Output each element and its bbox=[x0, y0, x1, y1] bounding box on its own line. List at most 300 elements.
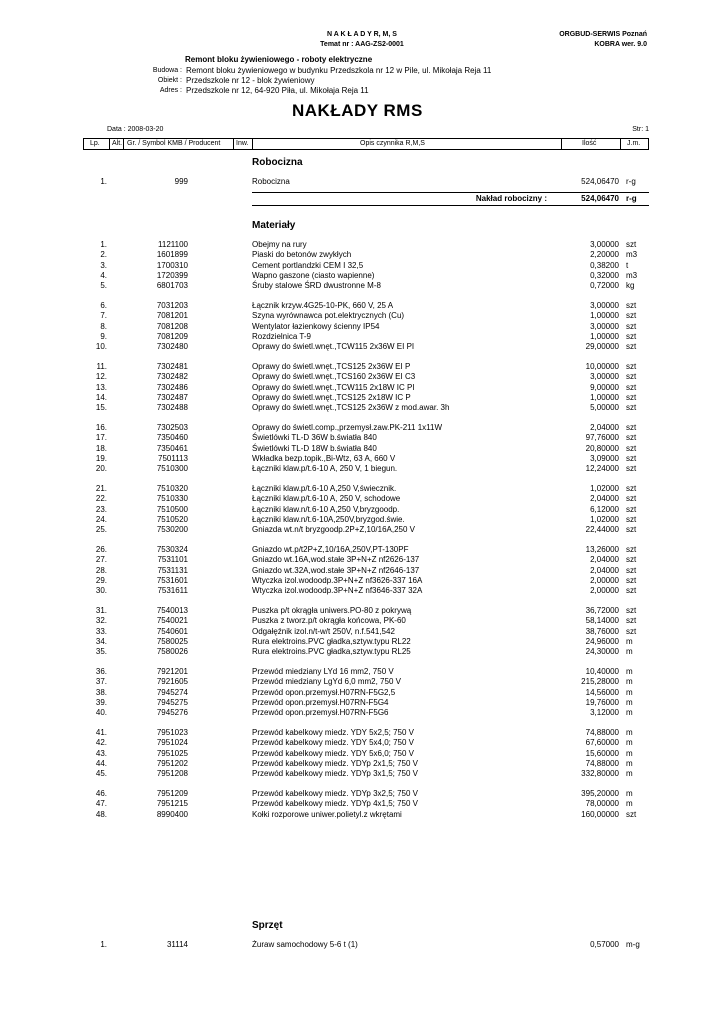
total-unit: r-g bbox=[626, 194, 637, 203]
row-unit: szt bbox=[626, 433, 637, 443]
row-symbol: 7921201 bbox=[156, 667, 188, 676]
table-row bbox=[0, 708, 724, 718]
row-description: Puszka z tworz.p/t okrągła końcowa, PK-60 bbox=[252, 616, 406, 626]
section-title: Sprzęt bbox=[252, 920, 283, 931]
row-symbol: 7302488 bbox=[156, 403, 188, 413]
table-column-header bbox=[83, 138, 649, 150]
row-unit: szt bbox=[626, 443, 637, 453]
page-number: Str: 1 bbox=[632, 126, 649, 133]
row-quantity: 3,12000 bbox=[590, 708, 619, 718]
row-symbol: 7531601 bbox=[156, 575, 188, 585]
row-lp: 33. bbox=[95, 626, 107, 636]
row-symbol: 7350461 bbox=[156, 443, 188, 453]
row-description: Gniazdo wt.16A,wod.stałe 3P+N+Z nf2626-137 bbox=[252, 555, 420, 565]
row-symbol: 7951202 bbox=[156, 758, 188, 768]
row-description: Wtyczka izol.wodoodp.3P+N+Z nf3626-337 16A bbox=[252, 575, 423, 585]
row-description: Śruby stalowe ŚRD dwustronne M-8 bbox=[252, 281, 381, 291]
row-symbol: 7302486 bbox=[156, 382, 188, 392]
row-quantity: 24,30000 bbox=[585, 647, 619, 657]
row-unit: szt bbox=[626, 626, 637, 636]
table-row bbox=[0, 728, 724, 738]
row-lp: 32. bbox=[95, 616, 107, 626]
row-symbol: 1601899 bbox=[156, 250, 188, 260]
total-value: 524,06470 bbox=[581, 194, 619, 203]
table-row bbox=[0, 240, 724, 250]
row-quantity: 97,76000 bbox=[585, 433, 619, 443]
row-unit: szt bbox=[626, 575, 637, 585]
row-quantity: 74,88000 bbox=[585, 728, 619, 737]
row-lp: 23. bbox=[95, 504, 107, 514]
table-row bbox=[0, 677, 724, 687]
table-row bbox=[0, 698, 724, 708]
row-quantity: 20,80000 bbox=[585, 443, 619, 453]
row-quantity: 2,00000 bbox=[590, 586, 619, 596]
row-unit: m bbox=[626, 799, 633, 809]
row-symbol: 7510320 bbox=[156, 484, 188, 493]
row-symbol: 7951208 bbox=[156, 769, 188, 779]
row-unit: szt bbox=[626, 525, 637, 535]
row-lp: 20. bbox=[95, 464, 107, 474]
row-description: Przewód kabelkowy miedz. YDY 5x2,5; 750 V bbox=[252, 728, 415, 737]
row-description: Cement portlandzki CEM I 32,5 bbox=[252, 260, 364, 270]
table-row bbox=[0, 393, 724, 403]
obiekt-value: Przedszkole nr 12 - blok żywieniowy bbox=[186, 76, 315, 85]
row-lp: 6. bbox=[100, 301, 107, 310]
row-lp: 15. bbox=[95, 403, 107, 413]
table-row bbox=[0, 505, 724, 515]
row-quantity: 3,00000 bbox=[590, 301, 619, 310]
row-symbol: 1121100 bbox=[158, 240, 188, 249]
row-quantity: 22,44000 bbox=[585, 525, 619, 535]
row-description: Wentylator łazienkowy ścienny IP54 bbox=[252, 321, 380, 331]
table-row bbox=[0, 627, 724, 637]
adres-label: Adres : bbox=[159, 87, 182, 94]
row-quantity: 67,60000 bbox=[585, 738, 619, 748]
row-quantity: 14,56000 bbox=[585, 687, 619, 697]
table-row bbox=[0, 281, 724, 291]
row-quantity: 1,02000 bbox=[590, 514, 619, 524]
table-row bbox=[0, 444, 724, 454]
table-row bbox=[0, 332, 724, 342]
table-row bbox=[0, 403, 724, 413]
row-description: Gniazdo wt.p/t2P+Z,10/16A,250V,PT-130PF bbox=[252, 545, 409, 554]
row-quantity: 58,14000 bbox=[585, 616, 619, 626]
row-description: Piaski do betonów zwykłych bbox=[252, 250, 352, 260]
row-description: Oprawy do świetl.wnęt.,TCS125 2x36W z mod.awar. 3h bbox=[252, 403, 450, 413]
row-lp: 10. bbox=[95, 342, 107, 352]
row-unit: szt bbox=[626, 453, 637, 463]
row-quantity: 2,04000 bbox=[590, 494, 619, 504]
row-quantity: 0,38200 bbox=[590, 260, 619, 270]
row-lp: 13. bbox=[95, 382, 107, 392]
row-description: Łączniki klaw.n/t.6-10 A,250 V,bryzgoodp. bbox=[252, 504, 400, 514]
table-row bbox=[0, 362, 724, 372]
row-unit: szt bbox=[626, 311, 637, 321]
budowa-label: Budowa : bbox=[152, 67, 182, 74]
row-unit: t bbox=[626, 260, 629, 270]
row-unit: szt bbox=[626, 403, 637, 413]
section-title: Robocizna bbox=[252, 157, 303, 168]
row-lp: 35. bbox=[95, 647, 107, 657]
project-title: Remont bloku żywieniowego - roboty elektryczne bbox=[185, 55, 373, 64]
adres-value: Przedszkole nr 12, 64-920 Piła, ul. Mikołaja Reja 11 bbox=[186, 86, 369, 95]
row-symbol: 7302482 bbox=[156, 372, 188, 382]
table-row bbox=[0, 555, 724, 565]
row-symbol: 7510500 bbox=[156, 504, 188, 514]
row-quantity: 332,80000 bbox=[581, 769, 619, 779]
row-unit: szt bbox=[626, 606, 637, 615]
row-symbol: 7951025 bbox=[156, 748, 188, 758]
table-row bbox=[0, 810, 724, 820]
row-lp: 14. bbox=[95, 392, 107, 402]
row-symbol: 7081209 bbox=[156, 331, 188, 341]
row-lp: 36. bbox=[95, 667, 107, 676]
table-row bbox=[0, 177, 724, 187]
row-symbol: 7945275 bbox=[156, 697, 188, 707]
table-row bbox=[0, 576, 724, 586]
row-lp: 2. bbox=[100, 250, 107, 260]
col-lp: Lp. bbox=[90, 140, 100, 147]
row-unit: szt bbox=[626, 565, 637, 575]
row-quantity: 215,28000 bbox=[581, 677, 619, 687]
row-description: Wtyczka izol.wodoodp.3P+N+Z nf3646-337 32A bbox=[252, 586, 423, 596]
row-symbol: 7531131 bbox=[157, 565, 188, 575]
table-row bbox=[0, 301, 724, 311]
row-quantity: 10,00000 bbox=[585, 362, 619, 371]
row-lp: 47. bbox=[95, 799, 107, 809]
table-row bbox=[0, 322, 724, 332]
total-label: Nakład robocizny : bbox=[475, 194, 547, 203]
row-quantity: 2,04000 bbox=[590, 565, 619, 575]
row-description: Świetlówki TL-D 18W b.światła 840 bbox=[252, 443, 377, 453]
row-description: Kołki rozporowe uniwer.polietyl.z wkrętami bbox=[252, 809, 402, 819]
table-row bbox=[0, 433, 724, 443]
row-lp: 5. bbox=[100, 281, 107, 291]
row-unit: m bbox=[626, 697, 633, 707]
row-description: Łączniki klaw.n/t.6-10A,250V,bryzgod.świe. bbox=[252, 514, 405, 524]
row-lp: 31. bbox=[95, 606, 107, 615]
table-row bbox=[0, 464, 724, 474]
row-unit: szt bbox=[626, 362, 637, 371]
row-description: Przewód kabelkowy miedz. YDYp 3x1,5; 750 V bbox=[252, 769, 419, 779]
row-unit: szt bbox=[626, 392, 637, 402]
row-lp: 1. bbox=[100, 177, 107, 186]
row-unit: m bbox=[626, 789, 633, 798]
row-symbol: 7921605 bbox=[156, 677, 188, 687]
row-description: Oprawy do świetl.wnęt.,TCS125 2x36W EI P bbox=[252, 362, 411, 371]
report-header-line2: Temat nr : AAG-ZS2-0001 bbox=[320, 41, 404, 48]
row-quantity: 12,24000 bbox=[585, 464, 619, 474]
row-unit: m bbox=[626, 687, 633, 697]
row-unit: m bbox=[626, 738, 633, 748]
row-lp: 16. bbox=[95, 423, 107, 432]
row-lp: 42. bbox=[95, 738, 107, 748]
table-row bbox=[0, 759, 724, 769]
row-description: Oprawy do świetl.wnęt.,TCW115 2x18W IC PI bbox=[252, 382, 415, 392]
table-row bbox=[0, 738, 724, 748]
row-symbol: 999 bbox=[174, 177, 188, 186]
row-unit: m bbox=[626, 677, 633, 687]
col-inw: Inw. bbox=[236, 140, 249, 147]
row-quantity: 1,00000 bbox=[590, 311, 619, 321]
row-symbol: 7951024 bbox=[156, 738, 188, 748]
row-description: Puszka p/t okrągła uniwers.PO-80 z pokrywą bbox=[252, 606, 412, 615]
row-symbol: 7302487 bbox=[156, 392, 188, 402]
table-row bbox=[0, 250, 724, 260]
table-row bbox=[0, 261, 724, 271]
row-quantity: 78,00000 bbox=[585, 799, 619, 809]
row-symbol: 7945276 bbox=[156, 708, 188, 718]
row-quantity: 13,26000 bbox=[585, 545, 619, 554]
budowa-value: Remont bloku żywieniowego w budynku Przedszkola nr 12 w Pile, ul. Mikołaja Reja 11 bbox=[186, 66, 492, 75]
row-description: Wkładka bezp.topik.,Bi-Wtz, 63 A, 660 V bbox=[252, 453, 396, 463]
row-lp: 11. bbox=[96, 362, 107, 371]
row-lp: 12. bbox=[95, 372, 107, 382]
table-row bbox=[0, 515, 724, 525]
table-row bbox=[0, 545, 724, 555]
row-lp: 40. bbox=[95, 708, 107, 718]
row-symbol: 7540021 bbox=[156, 616, 188, 626]
row-lp: 46. bbox=[95, 789, 107, 798]
row-unit: m bbox=[626, 667, 633, 676]
row-unit: szt bbox=[626, 484, 637, 493]
row-quantity: 1,00000 bbox=[590, 392, 619, 402]
row-quantity: 2,20000 bbox=[590, 250, 619, 260]
row-symbol: 7580025 bbox=[156, 636, 188, 646]
table-row bbox=[0, 454, 724, 464]
table-row bbox=[0, 586, 724, 596]
row-lp: 39. bbox=[95, 697, 107, 707]
row-quantity: 3,00000 bbox=[590, 321, 619, 331]
row-unit: szt bbox=[626, 545, 637, 554]
row-symbol: 7350460 bbox=[156, 433, 188, 443]
section-title: Materiały bbox=[252, 220, 296, 231]
row-lp: 30. bbox=[95, 586, 107, 596]
row-unit: m bbox=[626, 758, 633, 768]
row-unit: m-g bbox=[626, 940, 640, 949]
row-lp: 25. bbox=[95, 525, 107, 535]
row-unit: m bbox=[626, 728, 633, 737]
row-symbol: 7530200 bbox=[156, 525, 188, 535]
row-description: Przewód kabelkowy miedz. YDYp 4x1,5; 750 V bbox=[252, 799, 419, 809]
row-symbol: 7302481 bbox=[156, 362, 188, 371]
row-unit: m3 bbox=[626, 270, 638, 280]
row-description: Szyna wyrównawca pot.elektrycznych (Cu) bbox=[252, 311, 405, 321]
row-quantity: 524,06470 bbox=[581, 177, 619, 186]
row-quantity: 6,12000 bbox=[590, 504, 619, 514]
row-quantity: 36,72000 bbox=[585, 606, 619, 615]
row-quantity: 74,88000 bbox=[585, 758, 619, 768]
row-description: Gniazda wt.n/t bryzgoodp.2P+Z,10/16A,250 V bbox=[252, 525, 415, 535]
row-quantity: 15,60000 bbox=[585, 748, 619, 758]
company-name: ORGBUD-SERWIS Poznań bbox=[559, 31, 647, 38]
row-symbol: 7302480 bbox=[156, 342, 188, 352]
row-description: Przewód opon.przemysł.H07RN-F5G2,5 bbox=[252, 687, 396, 697]
row-description: Obejmy na rury bbox=[252, 240, 307, 249]
row-description: Odgałęźnik izol.n/t-w/t 250V, n.f.541,542 bbox=[252, 626, 395, 636]
robocizna-total bbox=[252, 192, 649, 206]
row-unit: r-g bbox=[626, 177, 636, 186]
table-row bbox=[0, 372, 724, 382]
row-symbol: 7510520 bbox=[156, 514, 188, 524]
row-unit: szt bbox=[626, 240, 637, 249]
row-unit: szt bbox=[626, 382, 637, 392]
row-lp: 19. bbox=[95, 453, 107, 463]
row-description: Gniazdo wt.32A,wod.stałe 3P+N+Z nf2646-137 bbox=[252, 565, 420, 575]
table-row bbox=[0, 616, 724, 626]
row-symbol: 7540013 bbox=[156, 606, 188, 615]
row-unit: szt bbox=[626, 301, 637, 310]
table-row bbox=[0, 423, 724, 433]
row-symbol: 7951215 bbox=[156, 799, 188, 809]
row-description: Oprawy do świetl.wnęt.,TCS160 2x36W EI C3 bbox=[252, 372, 416, 382]
table-row bbox=[0, 494, 724, 504]
table-row bbox=[0, 271, 724, 281]
row-description: Rozdzielnica T-9 bbox=[252, 331, 311, 341]
row-unit: m bbox=[626, 636, 633, 646]
row-lp: 26. bbox=[95, 545, 107, 554]
row-description: Przewód kabelkowy miedz. YDY 5x6,0; 750 V bbox=[252, 748, 415, 758]
row-unit: szt bbox=[626, 494, 637, 504]
row-quantity: 395,20000 bbox=[581, 789, 619, 798]
row-symbol: 7510330 bbox=[156, 494, 188, 504]
row-symbol: 7945274 bbox=[156, 687, 188, 697]
row-quantity: 1,02000 bbox=[590, 484, 619, 493]
row-symbol: 7531611 bbox=[157, 586, 188, 596]
row-quantity: 160,00000 bbox=[581, 809, 619, 819]
row-symbol: 31114 bbox=[166, 940, 188, 949]
table-row bbox=[0, 647, 724, 657]
row-symbol: 7081208 bbox=[156, 321, 188, 331]
row-quantity: 24,96000 bbox=[585, 636, 619, 646]
table-row bbox=[0, 749, 724, 759]
row-symbol: 7530324 bbox=[156, 545, 188, 554]
row-lp: 41. bbox=[95, 728, 107, 737]
row-lp: 24. bbox=[95, 514, 107, 524]
row-unit: m3 bbox=[626, 250, 638, 260]
row-lp: 9. bbox=[100, 331, 107, 341]
row-description: Przewód opon.przemysł.H07RN-F5G4 bbox=[252, 697, 389, 707]
row-quantity: 3,00000 bbox=[590, 240, 619, 249]
row-unit: szt bbox=[626, 586, 637, 596]
row-description: Łącznik krzyw.4G25-10-PK, 660 V, 25 A bbox=[252, 301, 394, 310]
row-symbol: 1720399 bbox=[156, 270, 188, 280]
table-row bbox=[0, 566, 724, 576]
document-title: NAKŁADY RMS bbox=[292, 101, 423, 120]
row-quantity: 5,00000 bbox=[590, 403, 619, 413]
table-row bbox=[0, 940, 724, 950]
row-lp: 27. bbox=[95, 555, 107, 565]
row-quantity: 19,76000 bbox=[585, 697, 619, 707]
row-quantity: 1,00000 bbox=[590, 331, 619, 341]
table-row bbox=[0, 799, 724, 809]
row-description: Łączniki klaw.p/t.6-10 A, 250 V, schodowe bbox=[252, 494, 401, 504]
row-description: Oprawy do świetl.wnęt.,TCW115 2x36W EI PI bbox=[252, 342, 415, 352]
row-description: Oprawy do świetl.comp.,przemysł.zaw.PK-211 1x11W bbox=[252, 423, 442, 432]
row-unit: szt bbox=[626, 342, 637, 352]
row-lp: 21. bbox=[95, 484, 107, 493]
row-lp: 37. bbox=[95, 677, 107, 687]
row-quantity: 0,72000 bbox=[590, 281, 619, 291]
table-row bbox=[0, 789, 724, 799]
row-unit: kg bbox=[626, 281, 635, 291]
row-unit: m bbox=[626, 769, 633, 779]
row-lp: 45. bbox=[95, 769, 107, 779]
row-lp: 7. bbox=[100, 311, 107, 321]
table-row bbox=[0, 342, 724, 352]
row-unit: szt bbox=[626, 504, 637, 514]
document-date: Data : 2008-03-20 bbox=[107, 126, 164, 133]
row-lp: 8. bbox=[100, 321, 107, 331]
row-quantity: 0,32000 bbox=[590, 270, 619, 280]
row-lp: 22. bbox=[95, 494, 107, 504]
row-lp: 38. bbox=[95, 687, 107, 697]
row-unit: szt bbox=[626, 331, 637, 341]
row-quantity: 9,00000 bbox=[590, 382, 619, 392]
row-description: Przewód kabelkowy miedz. YDYp 3x2,5; 750 V bbox=[252, 789, 419, 798]
row-description: Rura elektroins.PVC gładka,sztyw.typu RL22 bbox=[252, 636, 411, 646]
row-unit: szt bbox=[626, 514, 637, 524]
row-description: Przewód kabelkowy miedz. YDYp 2x1,5; 750 V bbox=[252, 758, 419, 768]
row-description: Oprawy do świetl.wnęt.,TCS125 2x18W IC P bbox=[252, 392, 411, 402]
row-lp: 17. bbox=[95, 433, 107, 443]
row-symbol: 7302503 bbox=[156, 423, 188, 432]
row-quantity: 2,00000 bbox=[590, 575, 619, 585]
row-quantity: 3,09000 bbox=[590, 453, 619, 463]
row-unit: szt bbox=[626, 372, 637, 382]
row-symbol: 6801703 bbox=[156, 281, 188, 291]
table-row bbox=[0, 525, 724, 535]
software-version: KOBRA wer. 9.0 bbox=[594, 41, 647, 48]
row-description: Łączniki klaw.p/t.6-10 A,250 V,świecznik. bbox=[252, 484, 397, 493]
table-row bbox=[0, 769, 724, 779]
row-unit: szt bbox=[626, 555, 637, 565]
row-symbol: 7951023 bbox=[156, 728, 188, 737]
table-row bbox=[0, 606, 724, 616]
row-lp: 1. bbox=[100, 240, 107, 249]
col-symbol: Gr. / Symbol KMB / Producent bbox=[127, 140, 221, 147]
row-lp: 18. bbox=[95, 443, 107, 453]
row-quantity: 0,57000 bbox=[590, 940, 619, 949]
row-unit: m bbox=[626, 647, 633, 657]
row-symbol: 7951209 bbox=[156, 789, 188, 798]
row-symbol: 7540601 bbox=[156, 626, 188, 636]
row-description: Żuraw samochodowy 5-6 t (1) bbox=[252, 940, 358, 949]
row-description: Świetlówki TL-D 36W b.światła 840 bbox=[252, 433, 377, 443]
row-symbol: 7081201 bbox=[156, 311, 188, 321]
row-unit: szt bbox=[626, 321, 637, 331]
row-unit: szt bbox=[626, 809, 637, 819]
row-unit: szt bbox=[626, 464, 637, 474]
row-description: Rura elektroins.PVC gładka,sztyw.typu RL25 bbox=[252, 647, 411, 657]
row-lp: 44. bbox=[95, 758, 107, 768]
row-lp: 1. bbox=[100, 940, 107, 949]
obiekt-label: Obiekt : bbox=[157, 77, 182, 84]
col-opis: Opis czynnika R,M,S bbox=[360, 140, 425, 147]
table-row bbox=[0, 667, 724, 677]
col-jm: J.m. bbox=[627, 140, 641, 147]
table-row bbox=[0, 484, 724, 494]
row-symbol: 7510300 bbox=[156, 464, 188, 474]
row-quantity: 38,76000 bbox=[585, 626, 619, 636]
row-lp: 29. bbox=[95, 575, 107, 585]
row-unit: m bbox=[626, 748, 633, 758]
row-lp: 28. bbox=[95, 565, 107, 575]
report-header-line1: N A K Ł A D Y R, M, S bbox=[327, 31, 397, 38]
row-description: Łączniki klaw.p/t.6-10 A, 250 V, 1 biegun. bbox=[252, 464, 398, 474]
row-lp: 48. bbox=[95, 809, 107, 819]
row-description: Przewód miedziany LgYd 6,0 mm2, 750 V bbox=[252, 677, 401, 687]
